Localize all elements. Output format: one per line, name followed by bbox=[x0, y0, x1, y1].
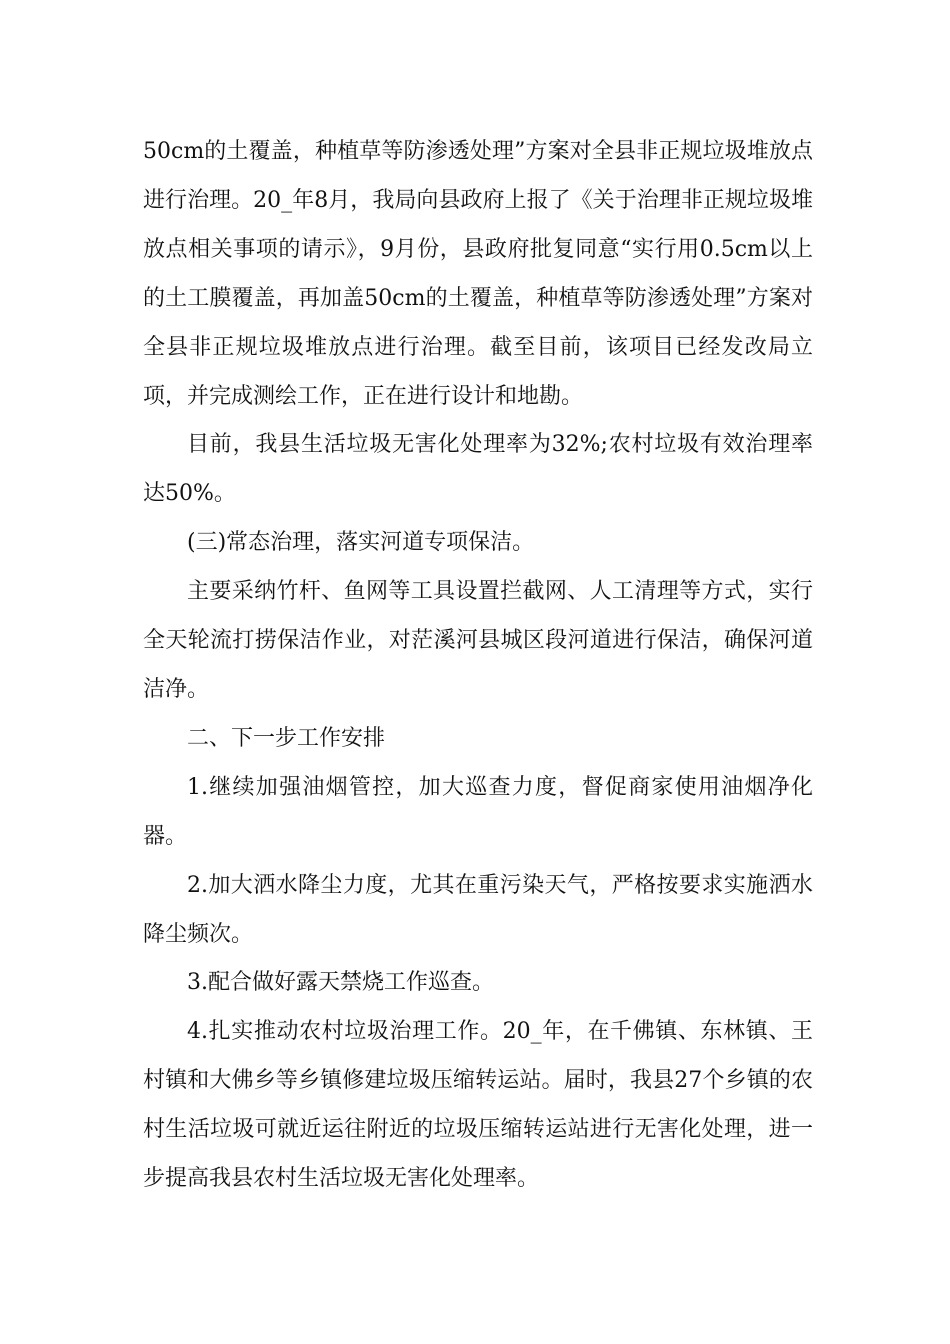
list-item-3: 3.配合做好露天禁烧工作巡查。 bbox=[187, 970, 494, 996]
document-body bbox=[143, 128, 813, 1204]
paragraph-river-cleaning: 主要采纳竹杆、鱼网等工具设置拦截网、人工清理等方式，实行全天轮流打捞保洁作业，对茫溪河县城区段河道进行保洁，确保河道洁净。 bbox=[143, 579, 813, 702]
section-heading-next-steps: 二、下一步工作安排 bbox=[187, 725, 386, 751]
list-item-4: 4.扎实推动农村垃圾治理工作。20_年，在千佛镇、东林镇、王村镇和大佛乡等乡镇修建垃圾压缩转运站。届时，我县27个乡镇的农村生活垃圾可就近运往附近的垃圾压缩转运站进行无害化处理，进一步提高我县农村生活垃圾无害化处理率。 bbox=[143, 1019, 813, 1192]
list-item-2: 2.加大洒水降尘力度，尤其在重污染天气，严格按要求实施洒水降尘频次。 bbox=[143, 872, 813, 947]
list-item-1: 1.继续加强油烟管控，加大巡查力度，督促商家使用油烟净化器。 bbox=[143, 774, 813, 849]
paragraph-treatment-rate: 目前，我县生活垃圾无害化处理率为32%;农村垃圾有效治理率达50%。 bbox=[143, 432, 813, 507]
section-heading-river-cleaning: (三)常态治理，落实河道专项保洁。 bbox=[187, 530, 535, 556]
paragraph-continuation: 50cm的土覆盖，种植草等防渗透处理”方案对全县非正规垃圾堆放点进行治理。20_年8月，我局向县政府上报了《关于治理非正规垃圾堆放点相关事项的请示》，9月份，县政府批复同意“实行用0.5cm以上的土工膜覆盖，再加盖50cm的土覆盖，种植草等防渗透处理”方案对全县非正规垃圾堆放点进行治理。截至目前，该项目已经发改局立项，并完成测绘工作，正在进行设计和地勘。 bbox=[143, 139, 813, 409]
